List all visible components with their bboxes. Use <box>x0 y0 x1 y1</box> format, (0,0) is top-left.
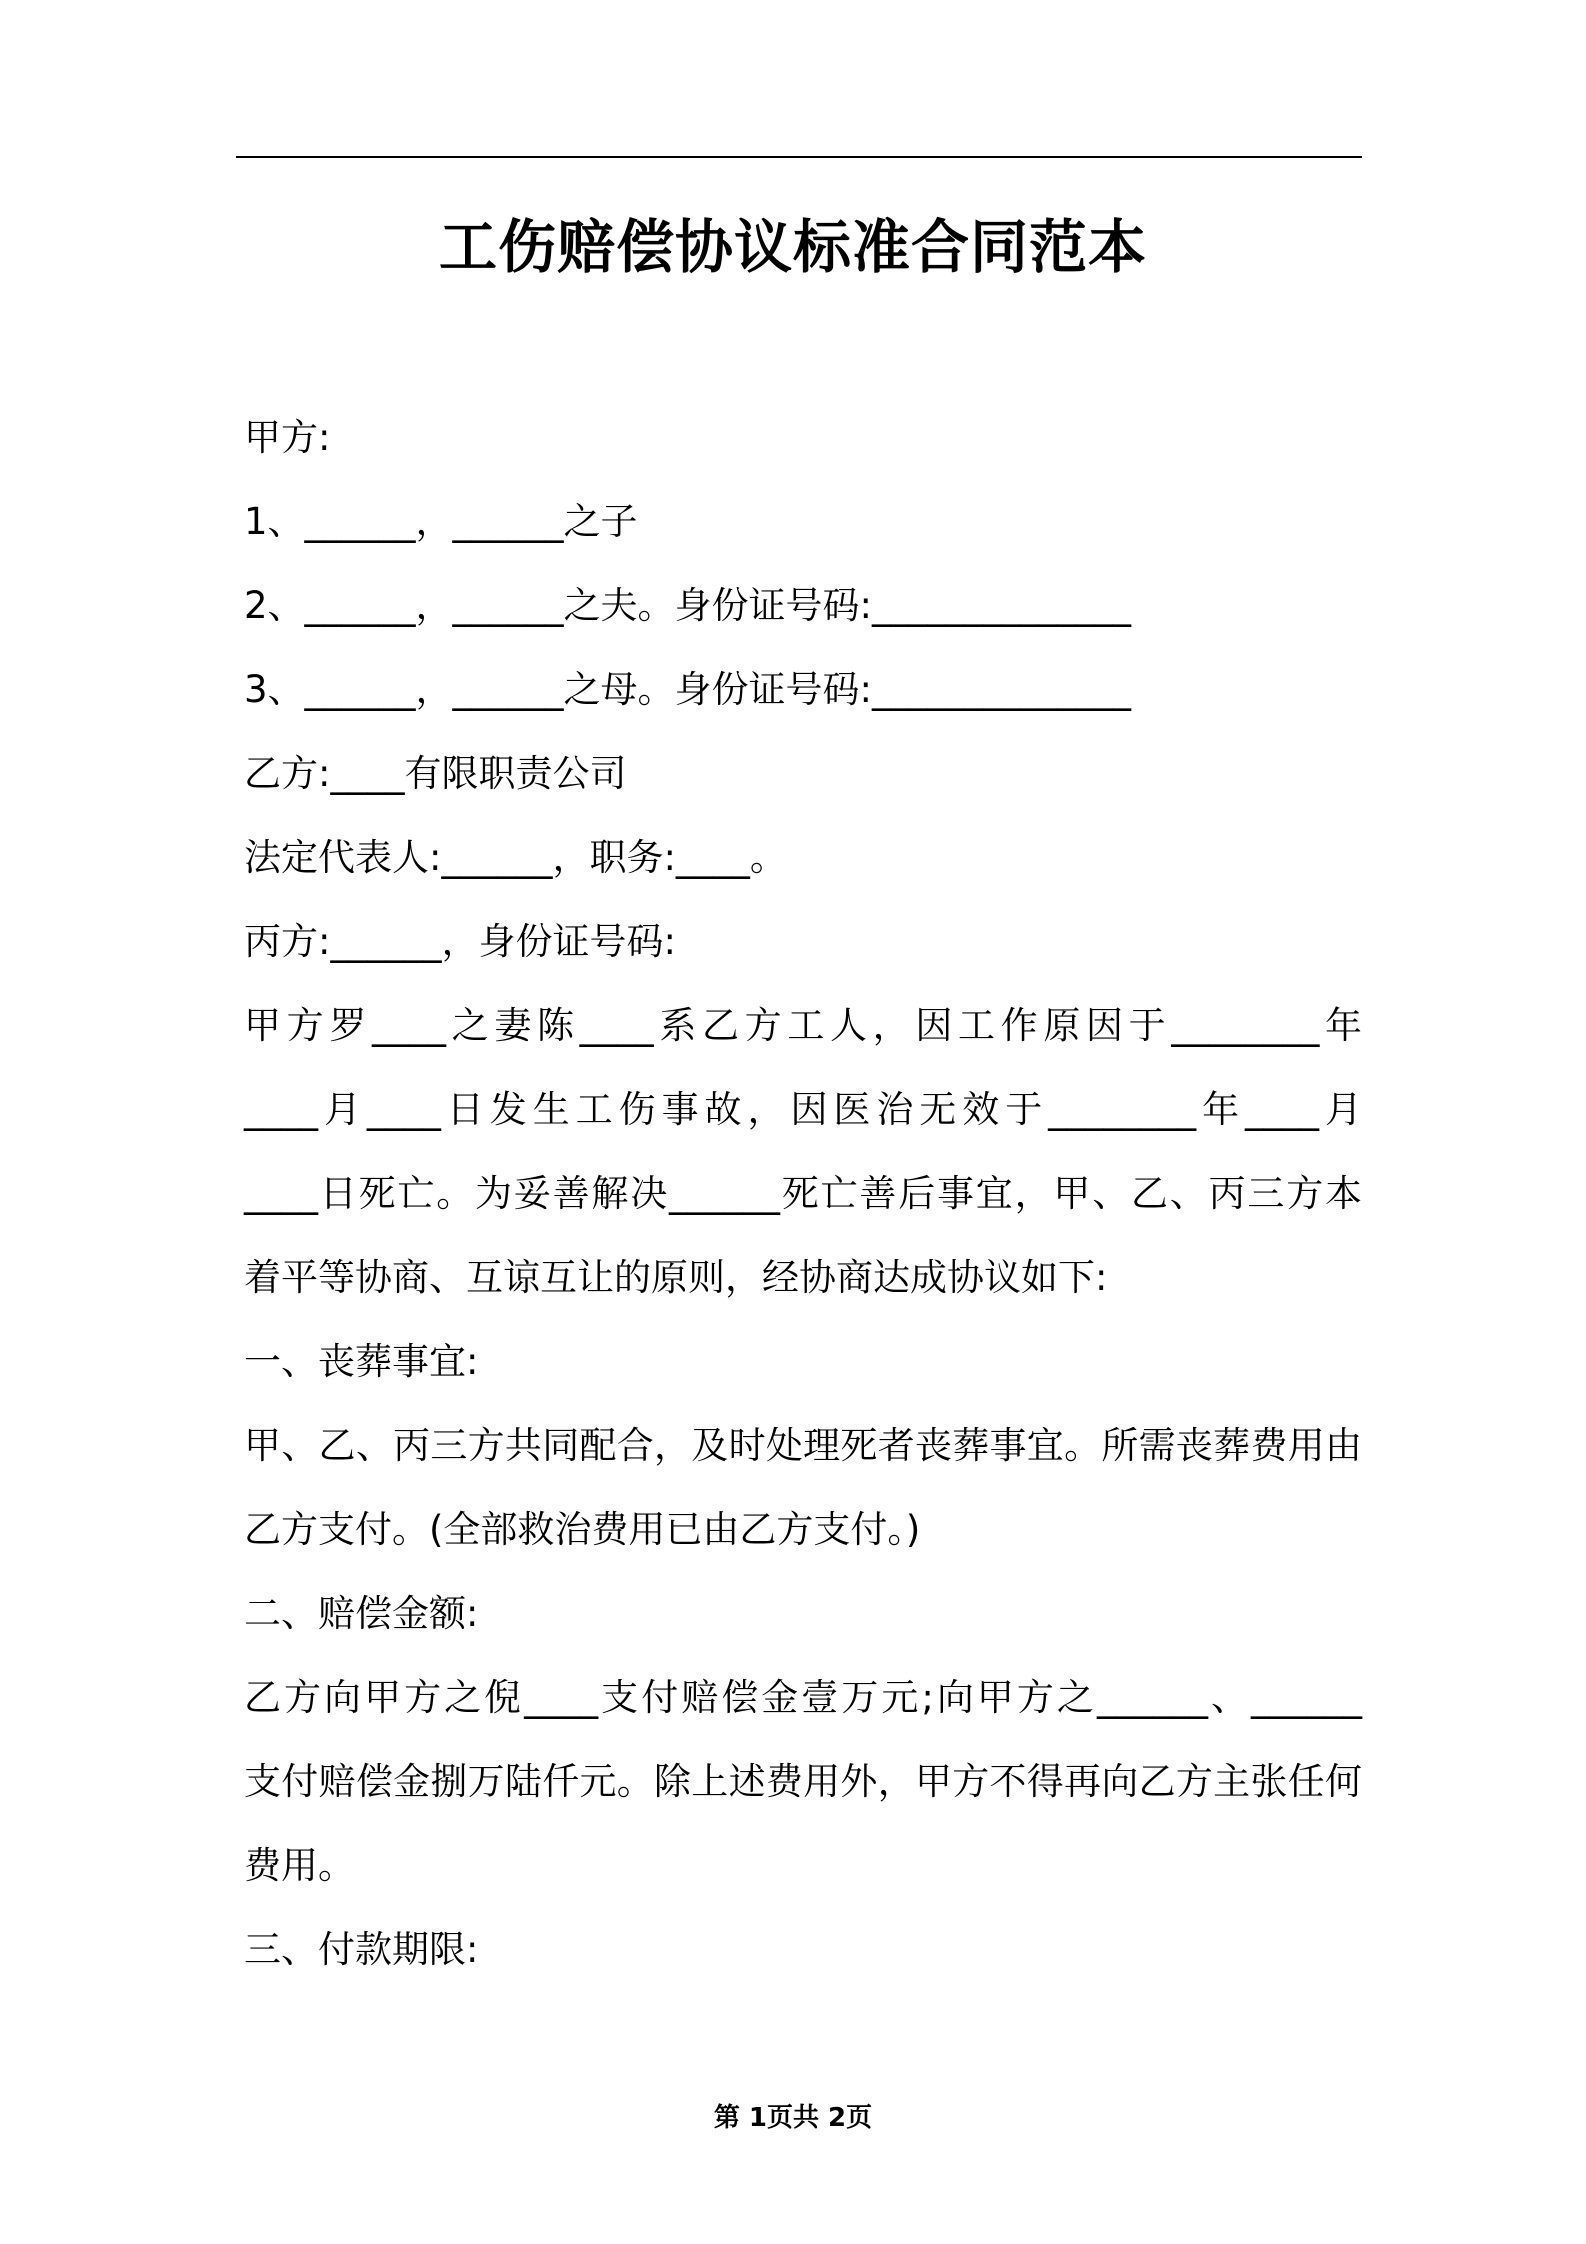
party-a-item-2: 2、______，______之夫。身份证号码:______________ <box>244 584 1132 627</box>
section-heading-compensation: 二、赔偿金额: <box>244 1592 479 1635</box>
paragraph-line: 着平等协商、互谅互让的原则，经协商达成协议如下: <box>244 1256 1108 1299</box>
paragraph-line: 乙方向甲方之倪____支付赔偿金壹万元;向甲方之______、______ <box>244 1676 1362 1719</box>
header-rule <box>236 156 1362 158</box>
paragraph-line: 支付赔偿金捌万陆仟元。除上述费用外，甲方不得再向乙方主张任何 <box>244 1760 1362 1803</box>
paragraph-line: ____月____日发生工伤事故，因医治无效于________年____月 <box>244 1088 1362 1131</box>
section-heading-payment-term: 三、付款期限: <box>244 1928 479 1971</box>
party-b-line: 乙方:____有限职责公司 <box>244 752 627 795</box>
party-a-item-3: 3、______，______之母。身份证号码:______________ <box>244 668 1132 711</box>
section-heading-funeral: 一、丧葬事宜: <box>244 1340 479 1383</box>
party-c-line: 丙方:______，身份证号码: <box>244 920 676 963</box>
party-a-label: 甲方: <box>244 416 331 459</box>
document-body <box>244 408 1362 2004</box>
party-a-item-1: 1、______，______之子 <box>244 500 638 543</box>
paragraph-line: ____日死亡。为妥善解决______死亡善后事宜，甲、乙、丙三方本 <box>244 1172 1362 1215</box>
document-title: 工伤赔偿协议标准合同范本 <box>438 213 1147 281</box>
page-number-footer: 第 1页共 2页 <box>713 2103 873 2133</box>
paragraph-line: 乙方支付。(全部救治费用已由乙方支付。) <box>244 1508 921 1551</box>
paragraph-line: 费用。 <box>244 1844 355 1887</box>
paragraph-line: 甲方罗____之妻陈____系乙方工人，因工作原因于________年 <box>244 1004 1362 1047</box>
legal-representative-line: 法定代表人:______，职务:____。 <box>244 836 787 879</box>
paragraph-line: 甲、乙、丙三方共同配合，及时处理死者丧葬事宜。所需丧葬费用由 <box>244 1424 1362 1467</box>
